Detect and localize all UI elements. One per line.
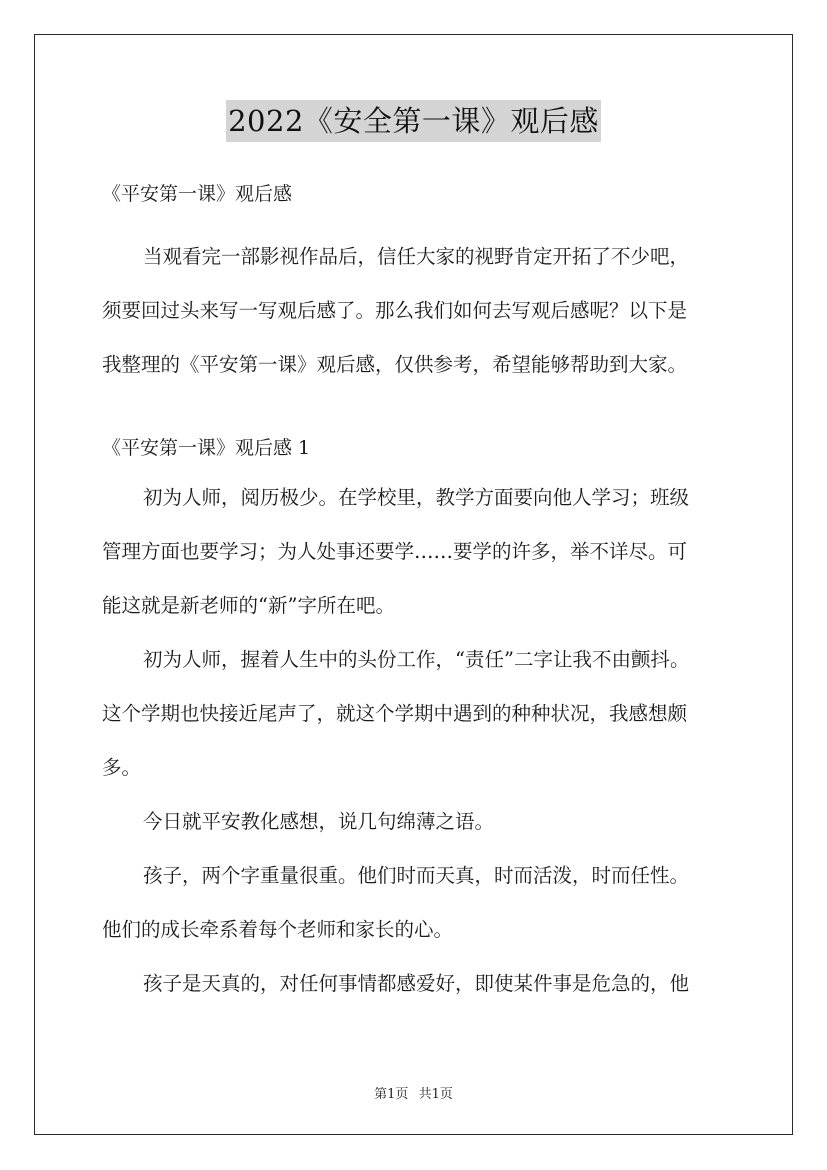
- page-number: 第1页: [374, 1087, 409, 1102]
- intro-line-2: 须要回过头来写一写观后感了。那么我们如何去写观后感呢？以下是: [102, 299, 688, 322]
- paragraph-line: 多。: [102, 756, 142, 779]
- paragraph-line: 孩子是天真的，对任何事情都感爱好，即使某件事是危急的，他: [143, 972, 690, 995]
- page-footer: [0, 1083, 827, 1102]
- paragraph-line: 初为人师，握着人生中的头份工作，“责任”二字让我不由颤抖。: [143, 648, 690, 671]
- intro-line-1: 当观看完一部影视作品后，信任大家的视野肯定开拓了不少吧，: [143, 245, 690, 268]
- page-total: 共1页: [418, 1087, 453, 1102]
- title-container: [0, 100, 827, 142]
- document-title: 2022《安全第一课》观后感: [226, 100, 601, 142]
- intro-line-3: 我整理的《平安第一课》观后感，仅供参考，希望能够帮助到大家。: [102, 353, 688, 376]
- paragraph-line: 他们的成长牵系着每个老师和家长的心。: [102, 918, 454, 941]
- paragraph-line: 管理方面也要学习；为人处事还要学……要学的许多，举不详尽。可: [102, 540, 688, 563]
- paragraph-line: 这个学期也快接近尾声了，就这个学期中遇到的种种状况，我感想颇: [102, 702, 688, 725]
- paragraph-line: 初为人师，阅历极少。在学校里，教学方面要向他人学习；班级: [143, 486, 690, 509]
- document-body: [102, 176, 742, 1011]
- section-heading: 《平安第一课》观后感 1: [102, 437, 311, 459]
- paragraph-line: 孩子，两个字重量很重。他们时而天真，时而活泼，时而任性。: [143, 864, 690, 887]
- paragraph-line: 今日就平安教化感想，说几句绵薄之语。: [143, 810, 495, 833]
- paragraph-line: 能这就是新老师的“新”字所在吧。: [102, 594, 395, 617]
- document-subtitle: 《平安第一课》观后感: [102, 183, 293, 205]
